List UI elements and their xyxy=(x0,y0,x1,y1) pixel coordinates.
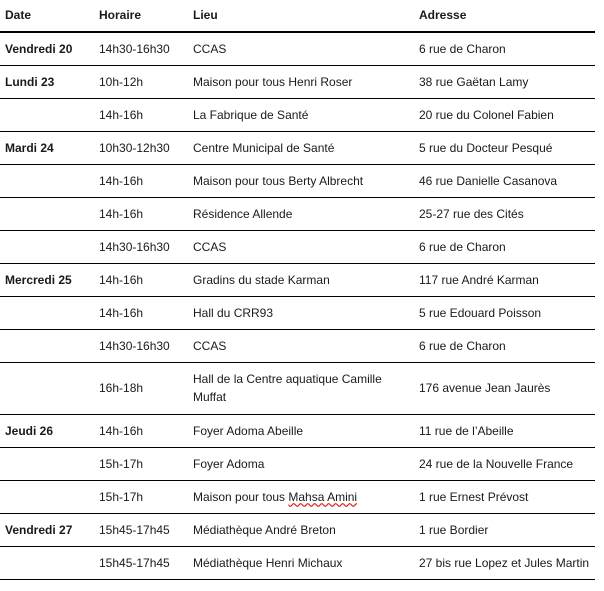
row-place: Foyer Adoma xyxy=(188,447,414,480)
row-place xyxy=(188,480,414,513)
row-time: 10h-12h xyxy=(94,65,188,98)
table-row xyxy=(0,131,595,164)
row-place: Foyer Adoma Abeille xyxy=(188,414,414,447)
row-time: 14h-16h xyxy=(94,414,188,447)
table-row xyxy=(0,263,595,296)
spellcheck-flagged-text: Mahsa Amini xyxy=(288,489,358,504)
table-row xyxy=(0,230,595,263)
row-date xyxy=(0,296,94,329)
table-row xyxy=(0,329,595,362)
table-row xyxy=(0,65,595,98)
table-row xyxy=(0,164,595,197)
row-time: 10h30-12h30 xyxy=(94,131,188,164)
row-date xyxy=(0,230,94,263)
row-time: 14h-16h xyxy=(94,296,188,329)
row-place: CCAS xyxy=(188,32,414,65)
header-time: Horaire xyxy=(94,0,188,32)
header-date: Date xyxy=(0,0,94,32)
row-place: Gradins du stade Karman xyxy=(188,263,414,296)
row-place: La Fabrique de Santé xyxy=(188,98,414,131)
row-address: 46 rue Danielle Casanova xyxy=(414,164,595,197)
table-row xyxy=(0,546,595,579)
row-time: 15h45-17h45 xyxy=(94,513,188,546)
row-address: 24 rue de la Nouvelle France xyxy=(414,447,595,480)
row-date xyxy=(0,362,94,414)
table-row xyxy=(0,513,595,546)
row-time: 14h30-16h30 xyxy=(94,329,188,362)
row-address: 20 rue du Colonel Fabien xyxy=(414,98,595,131)
row-address: 1 rue Ernest Prévost xyxy=(414,480,595,513)
row-date xyxy=(0,447,94,480)
row-place-prefix: Maison pour tous xyxy=(193,489,289,504)
row-date: Vendredi 27 xyxy=(0,513,94,546)
row-place: CCAS xyxy=(188,329,414,362)
table-row xyxy=(0,447,595,480)
row-time: 15h45-17h45 xyxy=(94,546,188,579)
row-address: 11 rue de l’Abeille xyxy=(414,414,595,447)
row-time: 14h-16h xyxy=(94,164,188,197)
header-row xyxy=(0,0,595,32)
table-row xyxy=(0,414,595,447)
row-date xyxy=(0,197,94,230)
row-address: 6 rue de Charon xyxy=(414,32,595,65)
row-date xyxy=(0,98,94,131)
row-time: 15h-17h xyxy=(94,480,188,513)
row-address: 25-27 rue des Cités xyxy=(414,197,595,230)
row-place: Médiathèque André Breton xyxy=(188,513,414,546)
row-time: 16h-18h xyxy=(94,362,188,414)
row-date xyxy=(0,546,94,579)
row-place: Maison pour tous Berty Albrecht xyxy=(188,164,414,197)
row-date: Lundi 23 xyxy=(0,65,94,98)
row-place: Maison pour tous Henri Roser xyxy=(188,65,414,98)
row-time: 14h-16h xyxy=(94,197,188,230)
row-place: Hall du CRR93 xyxy=(188,296,414,329)
row-date xyxy=(0,329,94,362)
row-date xyxy=(0,480,94,513)
row-date: Vendredi 20 xyxy=(0,32,94,65)
row-place: Médiathèque Henri Michaux xyxy=(188,546,414,579)
row-address: 38 rue Gaëtan Lamy xyxy=(414,65,595,98)
row-time: 14h-16h xyxy=(94,263,188,296)
header-place: Lieu xyxy=(188,0,414,32)
row-date: Mercredi 25 xyxy=(0,263,94,296)
row-place: Hall de la Centre aquatique Camille Muffat xyxy=(188,362,414,414)
row-time: 14h30-16h30 xyxy=(94,32,188,65)
header-address: Adresse xyxy=(414,0,595,32)
row-address: 6 rue de Charon xyxy=(414,230,595,263)
row-address: 117 rue André Karman xyxy=(414,263,595,296)
row-time: 14h-16h xyxy=(94,98,188,131)
table-row xyxy=(0,362,595,414)
row-address: 6 rue de Charon xyxy=(414,329,595,362)
row-date: Jeudi 26 xyxy=(0,414,94,447)
table-row xyxy=(0,197,595,230)
row-address: 5 rue du Docteur Pesqué xyxy=(414,131,595,164)
table-row xyxy=(0,32,595,65)
row-address: 1 rue Bordier xyxy=(414,513,595,546)
row-time: 14h30-16h30 xyxy=(94,230,188,263)
row-date: Mardi 24 xyxy=(0,131,94,164)
row-place: CCAS xyxy=(188,230,414,263)
row-place: Centre Municipal de Santé xyxy=(188,131,414,164)
table-row xyxy=(0,98,595,131)
row-address: 5 rue Edouard Poisson xyxy=(414,296,595,329)
row-date xyxy=(0,164,94,197)
row-address: 176 avenue Jean Jaurès xyxy=(414,362,595,414)
table-row xyxy=(0,296,595,329)
row-time: 15h-17h xyxy=(94,447,188,480)
table-row xyxy=(0,480,595,513)
row-address: 27 bis rue Lopez et Jules Martin xyxy=(414,546,595,579)
row-place: Résidence Allende xyxy=(188,197,414,230)
